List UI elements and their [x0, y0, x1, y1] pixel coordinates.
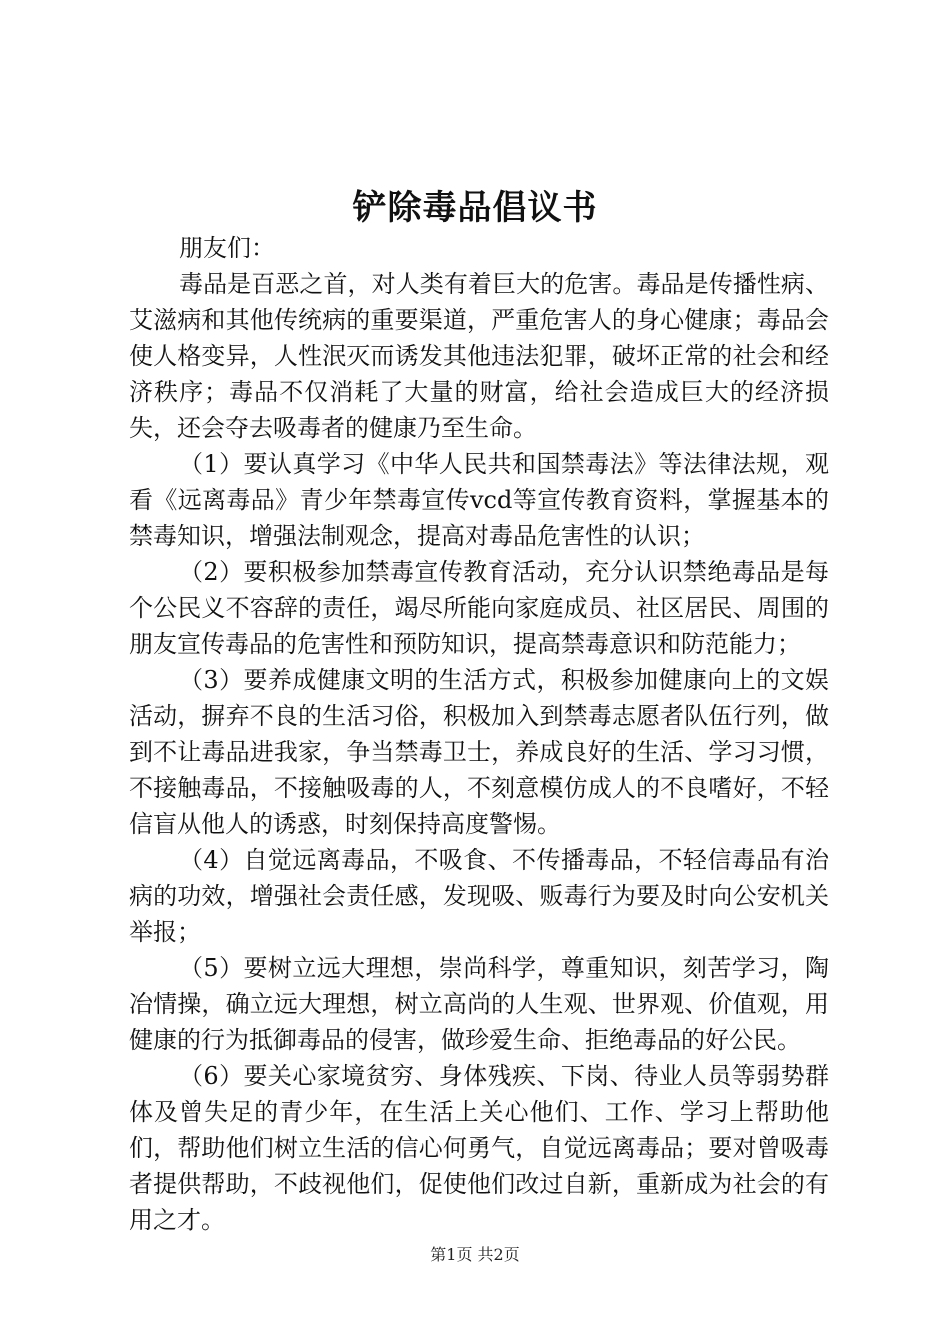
page-indicator: 第1页 共2页 — [430, 1245, 520, 1264]
document-body — [129, 230, 829, 1238]
paragraph-intro: 毒品是百恶之首，对人类有着巨大的危害。毒品是传播性病、艾滋病和其他传统病的重要渠道，严重危害人的身心健康；毒品会使人格变异，人性泯灭而诱发其他违法犯罪，破坏正常的社会和经济秩序；毒品不仅消耗了大量的财富，给社会造成巨大的经济损失，还会夺去吸毒者的健康乃至生命。 — [129, 270, 829, 442]
paragraph-item-2: （2）要积极参加禁毒宣传教育活动，充分认识禁绝毒品是每个公民义不容辞的责任，竭尽所能向家庭成员、社区居民、周围的朋友宣传毒品的危害性和预防知识，提高禁毒意识和防范能力； — [129, 558, 829, 658]
paragraph-item-4: （4）自觉远离毒品，不吸食、不传播毒品，不轻信毒品有治病的功效，增强社会责任感，发现吸、贩毒行为要及时向公安机关举报； — [129, 846, 829, 946]
paragraph-item-3: （3）要养成健康文明的生活方式，积极参加健康向上的文娱活动，摒弃不良的生活习俗，积极加入到禁毒志愿者队伍行列，做到不让毒品进我家，争当禁毒卫士，养成良好的生活、学习习惯，不接触毒品，不接触吸毒的人，不刻意模仿成人的不良嗜好，不轻信盲从他人的诱惑，时刻保持高度警惕。 — [129, 666, 829, 838]
paragraph-item-6: （6）要关心家境贫穷、身体残疾、下岗、待业人员等弱势群体及曾失足的青少年，在生活上关心他们、工作、学习上帮助他们，帮助他们树立生活的信心何勇气，自觉远离毒品；要对曾吸毒者提供帮助，不歧视他们，促使他们改过自新，重新成为社会的有用之才。 — [129, 1062, 829, 1234]
page-footer — [0, 1244, 950, 1266]
paragraph-item-1: （1）要认真学习《中华人民共和国禁毒法》等法律法规，观看《远离毒品》青少年禁毒宣传vcd等宣传教育资料，掌握基本的禁毒知识，增强法制观念，提高对毒品危害性的认识； — [129, 450, 829, 550]
paragraph-item-5: （5）要树立远大理想，崇尚科学，尊重知识，刻苦学习，陶冶情操，确立远大理想，树立高尚的人生观、世界观、价值观，用健康的行为抵御毒品的侵害，做珍爱生命、拒绝毒品的好公民。 — [129, 954, 829, 1054]
salutation: 朋友们： — [179, 234, 275, 262]
document-title: 铲除毒品倡议书 — [352, 188, 598, 228]
